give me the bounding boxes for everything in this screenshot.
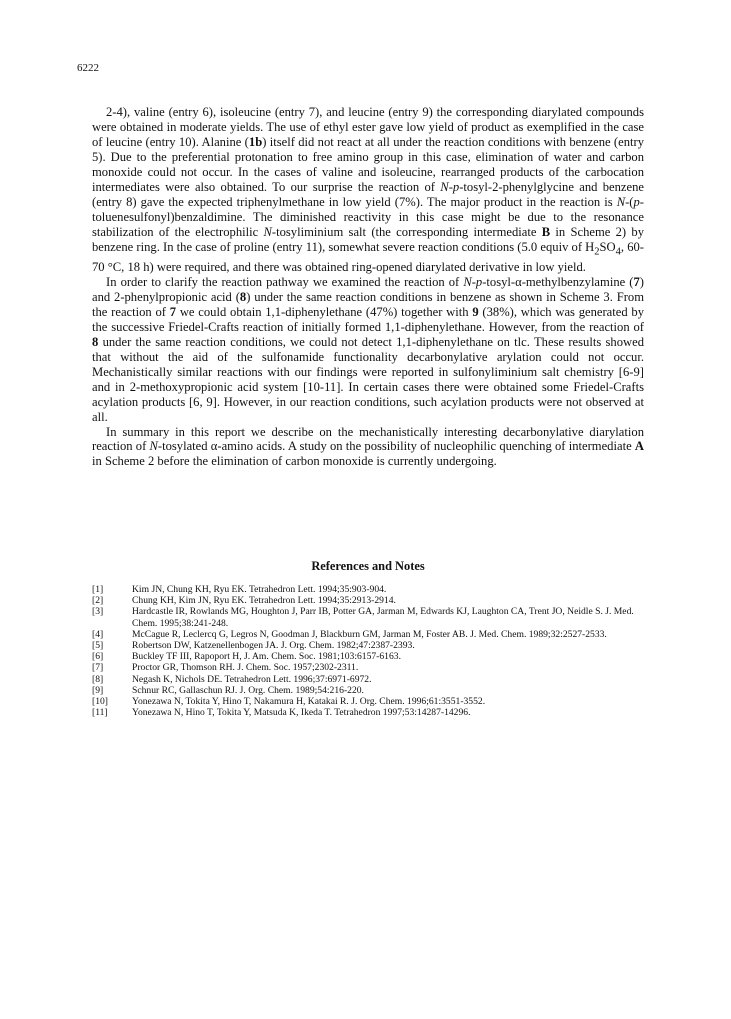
references-title: References and Notes — [311, 559, 425, 573]
reference-item — [92, 662, 644, 673]
text-run: 7 — [633, 275, 640, 289]
text-run: - — [448, 179, 453, 194]
text-run: -tosylated α-amino acids. A study on the possibility of nucleophilic quenching of intermediate — [157, 439, 635, 454]
text-run: ) itself did not react at all under the reaction conditions with benzene (entry 5). Due to the preferential protonation to free amino group in this case, elimination of water and carbon monoxide could not occur. In the cases of valine and isoleucine, rearranged products of the carbocation intermediates were also obtained. To our surprise the reaction of — [92, 134, 644, 194]
text-run: 8 — [239, 289, 247, 304]
text-run: 9 — [472, 304, 479, 319]
reference-number: [2] — [92, 595, 104, 607]
text-run: -toluenesulfonyl)benzaldimine. The diminished reactivity in this case might be due to the resonance stabilization of the electrophilic — [92, 194, 644, 239]
reference-item — [92, 629, 644, 640]
reference-text: Buckley TF III, Rapoport H, J. Am. Chem. Soc. 1981;103:6157-6163. — [132, 651, 401, 663]
text-run: under the same reaction conditions, we could not detect 1,1-diphenylethane on tlc. These results showed that without the aid of the sulfonamide functionality decarbonylative arylation could not occur. Mechanistically similar reactions with our findings were reported in sulfonyliminium salt chemistry [6-9] and in 2-methoxypropionic acid system [10-11]. In certain cases there were obtained some Friedel-Crafts acylation products [6, 9]. However, in our reaction conditions, such acylation products were not observed at all. — [92, 334, 644, 424]
text-run: In order to clarify the reaction pathway we examined the reaction of — [106, 275, 464, 289]
reference-text: Kim JN, Chung KH, Ryu EK. Tetrahedron Lett. 1994;35:903-904. — [132, 584, 387, 595]
text-run: we could obtain 1,1-diphenylethane (47%) together with — [176, 304, 473, 319]
reference-text: Chung KH, Kim JN, Ryu EK. Tetrahedron Lett. 1994;35:2913-2914. — [132, 595, 396, 607]
reference-number: [10] — [92, 696, 108, 708]
paragraph — [92, 105, 644, 275]
reference-item — [92, 606, 644, 628]
reference-item — [92, 640, 644, 651]
text-run: 4 — [615, 246, 621, 258]
text-run: SO — [599, 239, 616, 254]
reference-item — [92, 595, 644, 606]
text-run: B — [541, 224, 551, 239]
text-run: 7 — [169, 304, 177, 319]
text-run: -tosyl-2-phenylglycine and benzene (entry 8) gave the expected triphenylmethane in low yield (7%). The major product in the reaction is — [92, 179, 644, 209]
reference-text: Yonezawa N, Tokita Y, Hino T, Nakamura H, Katakai R. J. Org. Chem. 1996;61:3551-3552. — [132, 696, 486, 708]
reference-number: [1] — [92, 584, 104, 595]
references-list — [92, 584, 644, 718]
text-run: N — [463, 275, 472, 289]
reference-item — [92, 674, 644, 685]
reference-text: Proctor GR, Thomson RH. J. Chem. Soc. 1957;2302-2311. — [132, 662, 359, 674]
text-run: N — [263, 224, 272, 239]
reference-text: Schnur RC, Gallaschun RJ. J. Org. Chem. 1989;54:216-220. — [132, 684, 364, 696]
reference-number: [9] — [92, 684, 104, 696]
text-run: 1b — [248, 134, 263, 149]
text-run: -tosyliminium salt (the corresponding intermediate — [271, 224, 542, 239]
reference-number: [4] — [92, 628, 104, 640]
text-run: in Scheme 2) by benzene ring. In the case of proline (entry 11), somewhat severe reaction conditions (5.0 equiv of H — [92, 224, 645, 254]
text-run: 2-4), valine (entry 6), isoleucine (entry 7), and leucine (entry 9) the corresponding diarylated compounds were obtained in moderate yields. The use of ethyl ester gave low yield of product as exemplified in the case of leucine (entry 10). Alanine ( — [92, 105, 644, 149]
text-run: p — [475, 275, 483, 289]
paragraph — [92, 275, 644, 425]
paragraph — [92, 425, 644, 470]
reference-text: Hardcastle IR, Rowlands MG, Houghton J, Parr IB, Potter GA, Jarman M, Edwards KJ, Laughton CA, Trent JO, Neidle S. J. Med. Chem. 1995;38:241-248. — [132, 606, 634, 629]
text-run: ) and 2-phenylpropionic acid ( — [92, 275, 644, 304]
reference-text: McCague R, Leclercq G, Legros N, Goodman J, Blackburn GM, Jarman M, Foster AB. J. Med. Chem. 1989;32:2527-2533. — [132, 628, 607, 640]
reference-item — [92, 651, 644, 662]
text-run: A — [634, 439, 644, 454]
text-run: (38%), which was generated by the successive Friedel-Crafts reaction of initially formed 1,1-diphenylethane. However, from the reaction of — [92, 304, 645, 334]
text-run: p — [633, 194, 640, 209]
text-run: N — [616, 194, 626, 209]
reference-text: Yonezawa N, Hino T, Tokita Y, Matsuda K, Ikeda T. Tetrahedron 1997;53:14287-14296. — [132, 707, 471, 719]
reference-text: Robertson DW, Katzenellenbogen JA. J. Org. Chem. 1982;47:2387-2393. — [132, 640, 415, 652]
text-run: -( — [625, 194, 634, 209]
page-number: 6222 — [77, 62, 99, 74]
text-run: - — [471, 275, 476, 289]
reference-number: [6] — [92, 651, 104, 663]
body-text — [92, 105, 644, 469]
text-run: In summary in this report we describe on the mechanistically interesting decarbonylative diarylation reaction of — [92, 424, 644, 454]
reference-item — [92, 707, 644, 718]
reference-number: [5] — [92, 640, 104, 652]
reference-number: [7] — [92, 662, 104, 674]
reference-item — [92, 685, 644, 696]
text-run: ) under the same reaction conditions in benzene as shown in Scheme 3. From the reaction of — [92, 289, 644, 319]
text-run: 8 — [92, 334, 99, 349]
text-run: , 60-70 °C, 18 h) were required, and there was obtained ring-opened diarylated derivative in low yield. — [92, 239, 644, 275]
reference-number: [3] — [92, 606, 104, 618]
reference-item — [92, 696, 644, 707]
text-run: N — [440, 179, 449, 194]
text-run: in Scheme 2 before the elimination of carbon monoxide is currently undergoing. — [92, 454, 497, 469]
reference-number: [8] — [92, 673, 104, 685]
reference-item — [92, 584, 644, 595]
text-run: p — [452, 179, 460, 194]
reference-number: [11] — [92, 707, 108, 719]
text-run: 2 — [594, 246, 600, 258]
text-run: N — [149, 439, 158, 454]
text-run: -tosyl-α-methylbenzylamine ( — [482, 275, 634, 289]
reference-text: Negash K, Nichols DE. Tetrahedron Lett. 1996;37:6971-6972. — [132, 673, 372, 685]
